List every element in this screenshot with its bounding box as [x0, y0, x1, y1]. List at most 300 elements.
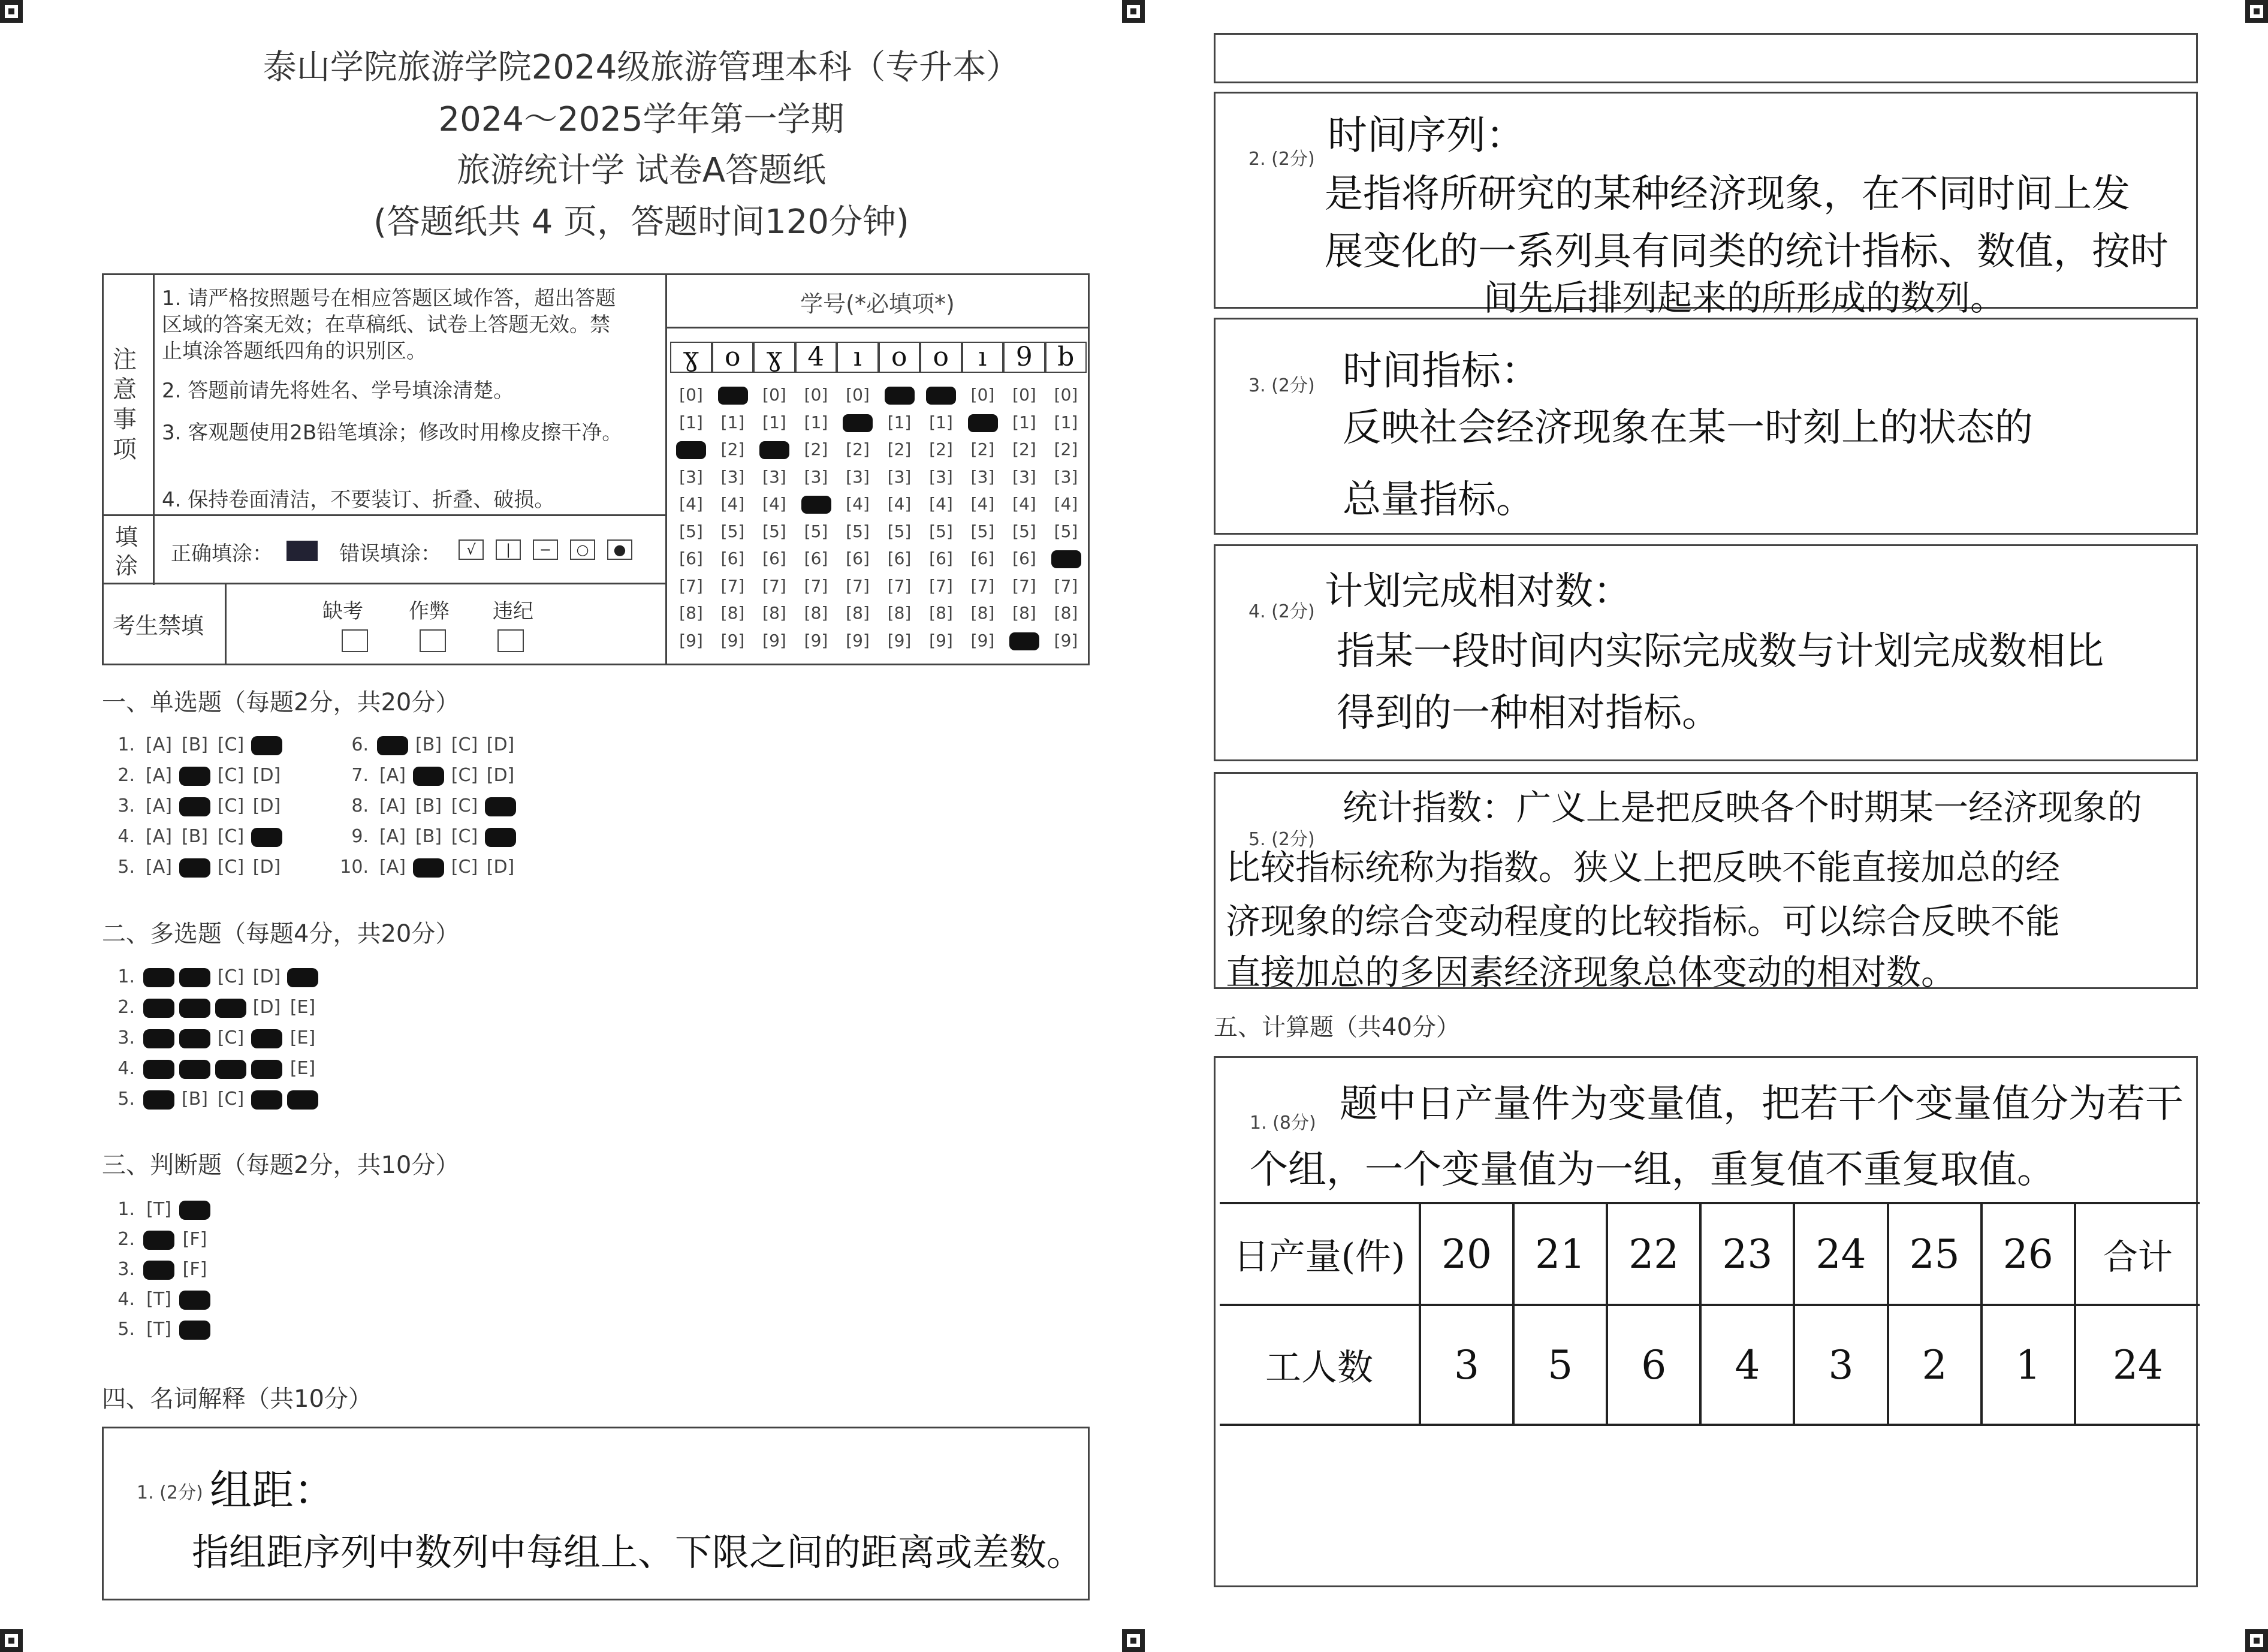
answer-bubble[interactable]: [A]: [379, 795, 406, 816]
answer-bubble[interactable]: [177, 765, 213, 786]
id-bubble[interactable]: [3]: [846, 466, 870, 487]
table-cell: 1: [1982, 1305, 2075, 1425]
answer-bubble[interactable]: [A]: [146, 765, 172, 786]
student-id-column: [1001, 381, 1048, 654]
student-id-digit-box: ɣ: [670, 342, 712, 373]
forbid-violation-box[interactable]: [497, 629, 524, 652]
id-bubble[interactable]: [8]: [846, 603, 870, 623]
answer-bubble[interactable]: [C]: [217, 795, 245, 816]
id-bubble[interactable]: [9]: [804, 630, 828, 650]
section-true-false: 三、判断题（每题2分，共10分）: [102, 1151, 460, 1179]
answer-bubble[interactable]: [F]: [182, 1229, 207, 1250]
term-q2-number: 2. (2分): [1248, 149, 1315, 170]
answer-bubble[interactable]: [482, 826, 518, 847]
answer-bubble[interactable]: [C]: [451, 826, 478, 847]
id-bubble[interactable]: [1]: [1012, 412, 1036, 432]
forbid-absent-box[interactable]: [342, 629, 368, 652]
id-bubble[interactable]: [3]: [804, 466, 828, 487]
id-bubble[interactable]: [0]: [679, 385, 703, 405]
single-choice-number: 6.: [351, 734, 369, 755]
filled-bubble: [143, 1261, 174, 1280]
id-bubble[interactable]: [1]: [762, 412, 786, 432]
id-bubble[interactable]: [4]: [679, 494, 703, 514]
answer-bubble[interactable]: [A]: [146, 795, 172, 816]
id-bubble[interactable]: [8]: [804, 603, 828, 623]
id-bubble[interactable]: [2]: [887, 439, 912, 459]
calc-q1-line-1: 题中日产量件为变量值，把若干个变量值分为若干: [1340, 1082, 2183, 1126]
id-bubble[interactable]: [9]: [1054, 630, 1078, 650]
id-bubble[interactable]: [7]: [887, 575, 912, 596]
filled-bubble: [1009, 632, 1039, 650]
filled-bubble: [143, 1231, 174, 1250]
answer-bubble[interactable]: [141, 1089, 177, 1110]
answer-bubble[interactable]: [213, 997, 249, 1018]
term-q5-line-2: 比较指标统称为指数。狭义上把反映不能直接加总的经: [1226, 847, 2061, 888]
table-cell: 2: [1888, 1305, 1982, 1425]
id-bubble[interactable]: [5]: [970, 521, 995, 541]
id-bubble[interactable]: [0]: [1012, 385, 1036, 405]
answer-bubble[interactable]: [B]: [415, 795, 442, 816]
answer-bubble[interactable]: [C]: [451, 734, 478, 755]
section-calculation: 五、计算题（共40分）: [1214, 1014, 1460, 1041]
fill-label: 填涂: [115, 524, 138, 579]
id-bubble[interactable]: [2]: [804, 439, 828, 459]
filled-bubble: [287, 968, 318, 987]
filled-bubble: [143, 968, 174, 987]
student-id-column: [668, 381, 714, 654]
term-q5-line-1: 统计指数：广义上是把反映各个时期某一经济现象的: [1343, 787, 2143, 828]
filled-bubble: [251, 1060, 282, 1079]
answer-bubble[interactable]: [141, 1259, 177, 1280]
table-cell: 合计: [2075, 1203, 2200, 1305]
section-multi-choice: 二、多选题（每题4分，共20分）: [102, 920, 460, 948]
filled-bubble: [143, 1090, 174, 1110]
id-bubble[interactable]: [7]: [1054, 575, 1078, 596]
id-bubble[interactable]: [3]: [762, 466, 786, 487]
student-id-column: [918, 381, 964, 654]
id-bubble[interactable]: [4]: [929, 494, 953, 514]
true-false-row: [102, 1199, 213, 1220]
answer-bubble[interactable]: [177, 1058, 213, 1079]
id-bubble[interactable]: [8]: [929, 603, 953, 623]
id-bubble[interactable]: [3]: [679, 466, 703, 487]
id-bubble[interactable]: [1001, 627, 1048, 655]
id-bubble[interactable]: [751, 436, 798, 463]
id-bubble[interactable]: [7]: [846, 575, 870, 596]
id-bubble[interactable]: [9]: [720, 630, 745, 650]
answer-bubble[interactable]: [A]: [379, 826, 406, 847]
id-bubble[interactable]: [7]: [970, 575, 995, 596]
multi-choice-row: [102, 1027, 321, 1048]
answer-bubble[interactable]: [177, 1289, 213, 1310]
single-choice-number: 1.: [117, 734, 135, 755]
id-bubble[interactable]: [6]: [887, 548, 912, 568]
answer-bubble[interactable]: [D]: [252, 857, 281, 878]
answer-bubble[interactable]: [141, 1229, 177, 1250]
id-bubble[interactable]: [668, 436, 714, 463]
filled-bubble: [718, 387, 748, 405]
answer-bubble[interactable]: [177, 997, 213, 1018]
row-label-output: 日产量(件): [1220, 1203, 1420, 1305]
filled-bubble: [926, 387, 956, 405]
id-bubble[interactable]: [2]: [970, 439, 995, 459]
id-bubble[interactable]: [3]: [1054, 466, 1078, 487]
answer-bubble[interactable]: [E]: [289, 1058, 316, 1079]
single-choice-number: 2.: [117, 765, 135, 786]
term-q2-line-3: 间先后排列起来的所形成的数列。: [1483, 278, 2005, 318]
wrong-fill-samples: √ | − ○ ●: [453, 539, 638, 560]
answer-bubble[interactable]: [D]: [252, 795, 281, 816]
term-q5-number: 5. (2分): [1248, 829, 1315, 850]
answer-bubble[interactable]: [C]: [451, 857, 478, 878]
answer-bubble[interactable]: [177, 1199, 213, 1220]
id-bubble[interactable]: [6]: [679, 548, 703, 568]
true-false-number: 1.: [117, 1199, 135, 1220]
answer-bubble[interactable]: [177, 966, 213, 987]
filled-bubble: [1051, 550, 1081, 568]
answer-bubble[interactable]: [C]: [217, 966, 245, 987]
answer-bubble[interactable]: [D]: [252, 966, 281, 987]
id-bubble[interactable]: [4]: [762, 494, 786, 514]
id-bubble[interactable]: [7]: [720, 575, 745, 596]
id-bubble[interactable]: [1]: [804, 412, 828, 432]
true-false-row: [102, 1289, 213, 1310]
answer-bubble[interactable]: [D]: [486, 857, 515, 878]
id-bubble[interactable]: [4]: [846, 494, 870, 514]
true-false-row: [102, 1229, 213, 1250]
multi-choice-number: 2.: [117, 997, 135, 1018]
id-bubble[interactable]: [4]: [1012, 494, 1036, 514]
student-id-digit-box: ı: [837, 342, 879, 373]
frequency-table: [1220, 1202, 2200, 1426]
id-bubble[interactable]: [8]: [720, 603, 745, 623]
term-q3-title: 时间指标：: [1343, 348, 1540, 394]
single-choice-number: 8.: [351, 795, 369, 816]
wrong-fill-label: 错误填涂：: [339, 542, 441, 566]
id-bubble[interactable]: [2]: [720, 439, 745, 459]
id-bubble[interactable]: [9]: [929, 630, 953, 650]
id-bubble[interactable]: [6]: [970, 548, 995, 568]
answer-bubble[interactable]: [C]: [217, 826, 245, 847]
term-q5-line-3: 济现象的综合变动程度的比较指标。可以综合反映不能: [1226, 901, 2061, 942]
filled-bubble: [676, 441, 706, 459]
forbid-label: 考生禁填: [113, 613, 204, 639]
notice-item-3: 3. 客观题使用2B铅笔填涂；修改时用橡皮擦干净。: [162, 421, 623, 445]
answer-bubble[interactable]: [482, 795, 518, 816]
id-bubble[interactable]: [8]: [762, 603, 786, 623]
answer-bubble[interactable]: [A]: [146, 826, 172, 847]
filled-bubble: [179, 858, 210, 878]
id-bubble[interactable]: [3]: [1012, 466, 1036, 487]
multi-choice-number: 5.: [117, 1089, 135, 1110]
exam-title-line1: 泰山学院旅游学院2024级旅游管理本科（专升本）: [263, 48, 1020, 87]
correct-fill-sample: [286, 541, 318, 561]
student-id-column: [1043, 381, 1090, 654]
filled-bubble: [377, 736, 408, 755]
answer-bubble[interactable]: [B]: [182, 826, 208, 847]
filled-bubble: [215, 999, 246, 1018]
term-q3-line-2: 总量指标。: [1343, 478, 1534, 522]
answer-bubble[interactable]: [249, 734, 285, 755]
id-bubble[interactable]: [3]: [887, 466, 912, 487]
id-bubble[interactable]: [2]: [1054, 439, 1078, 459]
table-cell: 4: [1700, 1305, 1794, 1425]
student-id-column: [793, 381, 840, 654]
single-choice-row: [336, 795, 518, 816]
id-bubble[interactable]: [0]: [970, 385, 995, 405]
id-bubble[interactable]: [4]: [970, 494, 995, 514]
id-bubble[interactable]: [1]: [929, 412, 953, 432]
id-bubble[interactable]: [5]: [846, 521, 870, 541]
answer-bubble[interactable]: [D]: [486, 734, 515, 755]
table-cell: 3: [1420, 1305, 1513, 1425]
id-bubble[interactable]: [7]: [929, 575, 953, 596]
answer-bubble[interactable]: [C]: [451, 795, 478, 816]
id-bubble[interactable]: [710, 381, 756, 409]
term-q2-line-1: 是指将所研究的某种经济现象，在不同时间上发: [1325, 172, 2130, 216]
filled-bubble: [251, 1090, 282, 1110]
id-bubble[interactable]: [960, 409, 1006, 436]
id-bubble[interactable]: [8]: [887, 603, 912, 623]
answer-bubble[interactable]: [177, 857, 213, 878]
filled-bubble: [179, 1321, 210, 1340]
single-choice-number: 5.: [117, 857, 135, 878]
answer-bubble[interactable]: [249, 826, 285, 847]
id-bubble[interactable]: [793, 490, 840, 518]
answer-bubble[interactable]: [141, 1058, 177, 1079]
id-bubble[interactable]: [0]: [1054, 385, 1078, 405]
answer-bubble[interactable]: [D]: [486, 765, 515, 786]
student-id-column: [834, 381, 881, 654]
id-bubble[interactable]: [6]: [846, 548, 870, 568]
id-bubble[interactable]: [9]: [762, 630, 786, 650]
student-id-column: [710, 381, 756, 654]
filled-bubble: [251, 736, 282, 755]
corner-marker: [0, 0, 23, 23]
id-bubble[interactable]: [8]: [970, 603, 995, 623]
id-bubble[interactable]: [5]: [679, 521, 703, 541]
id-bubble[interactable]: [0]: [804, 385, 828, 405]
id-bubble[interactable]: [5]: [804, 521, 828, 541]
id-bubble[interactable]: [8]: [679, 603, 703, 623]
answer-bubble[interactable]: [B]: [182, 734, 208, 755]
filled-bubble: [179, 968, 210, 987]
forbid-cheat: 作弊: [409, 599, 450, 623]
id-bubble[interactable]: [7]: [804, 575, 828, 596]
id-bubble[interactable]: [1]: [887, 412, 912, 432]
true-false-row: [102, 1259, 213, 1280]
single-choice-number: 4.: [117, 826, 135, 847]
single-choice-row: [336, 857, 518, 878]
filled-bubble: [143, 1029, 174, 1048]
answer-bubble[interactable]: [C]: [217, 734, 245, 755]
forbid-cheat-box[interactable]: [420, 629, 446, 652]
id-bubble[interactable]: [3]: [970, 466, 995, 487]
multi-choice-number: 1.: [117, 966, 135, 987]
id-bubble[interactable]: [6]: [762, 548, 786, 568]
id-bubble[interactable]: [8]: [1012, 603, 1036, 623]
id-bubble[interactable]: [1]: [720, 412, 745, 432]
answer-bubble[interactable]: [177, 1319, 213, 1340]
calc-q1-number: 1. (8分): [1250, 1113, 1316, 1134]
row-label-workers: 工人数: [1220, 1305, 1420, 1425]
answer-bubble[interactable]: [T]: [146, 1319, 171, 1340]
id-bubble[interactable]: [918, 381, 964, 409]
answer-bubble[interactable]: [C]: [217, 1027, 245, 1048]
filled-bubble: [179, 1201, 210, 1220]
exam-title-line4: (答题纸共 4 页，答题时间120分钟): [373, 203, 909, 242]
id-bubble[interactable]: [6]: [1012, 548, 1036, 568]
answer-bubble[interactable]: [C]: [217, 1089, 245, 1110]
id-bubble[interactable]: [2]: [929, 439, 953, 459]
id-bubble[interactable]: [2]: [846, 439, 870, 459]
id-bubble[interactable]: [5]: [887, 521, 912, 541]
answer-bubble[interactable]: [A]: [379, 857, 406, 878]
id-bubble[interactable]: [9]: [679, 630, 703, 650]
answer-bubble[interactable]: [D]: [252, 997, 281, 1018]
id-bubble[interactable]: [1]: [679, 412, 703, 432]
id-bubble[interactable]: [9]: [970, 630, 995, 650]
answer-bubble[interactable]: [177, 795, 213, 816]
table-cell: 3: [1794, 1305, 1887, 1425]
term-q2-line-2: 展变化的一系列具有同类的统计指标、数值，按时: [1325, 230, 2169, 274]
answer-bubble[interactable]: [249, 1027, 285, 1048]
table-cell: 25: [1888, 1203, 1982, 1305]
id-bubble[interactable]: [3]: [929, 466, 953, 487]
single-choice-row: [102, 857, 285, 878]
id-bubble[interactable]: [4]: [887, 494, 912, 514]
single-choice-row: [336, 734, 518, 755]
filled-bubble: [143, 999, 174, 1018]
multi-choice-row: [102, 1089, 321, 1110]
single-choice-row: [102, 795, 285, 816]
answer-bubble[interactable]: [C]: [217, 857, 245, 878]
term-q4-line-1: 指某一段时间内实际完成数与计划完成数相比: [1337, 629, 2104, 674]
true-false-number: 4.: [117, 1289, 135, 1310]
id-bubble[interactable]: [8]: [1054, 603, 1078, 623]
student-id-digit-box: ɣ: [753, 342, 795, 373]
multi-choice-row: [102, 966, 321, 987]
answer-bubble[interactable]: [B]: [415, 734, 442, 755]
id-bubble[interactable]: [1]: [1054, 412, 1078, 432]
answer-bubble[interactable]: [177, 1027, 213, 1048]
answer-bubble[interactable]: [249, 1089, 285, 1110]
corner-marker: [1122, 0, 1145, 23]
filled-bubble: [485, 797, 516, 816]
answer-bubble[interactable]: [E]: [289, 1027, 316, 1048]
section-single-choice: 一、单选题（每题2分，共20分）: [102, 689, 460, 716]
id-bubble[interactable]: [834, 409, 881, 436]
answer-bubble[interactable]: [T]: [146, 1199, 171, 1220]
corner-marker: [1122, 1629, 1145, 1652]
answer-bubble[interactable]: [E]: [289, 997, 316, 1018]
answer-bubble[interactable]: [A]: [146, 734, 172, 755]
student-id-column: [876, 381, 923, 654]
id-bubble[interactable]: [4]: [1054, 494, 1078, 514]
id-bubble[interactable]: [3]: [720, 466, 745, 487]
true-false-number: 2.: [117, 1229, 135, 1250]
corner-marker: [2245, 0, 2268, 23]
id-bubble[interactable]: [7]: [679, 575, 703, 596]
answer-bubble[interactable]: [C]: [217, 765, 245, 786]
id-bubble[interactable]: [5]: [762, 521, 786, 541]
answer-bubble[interactable]: [375, 734, 411, 755]
answer-bubble[interactable]: [D]: [252, 765, 281, 786]
term-q1-title: 组距：: [210, 1466, 336, 1515]
id-bubble[interactable]: [9]: [846, 630, 870, 650]
term-q1-answer: 指组距序列中数列中每组上、下限之间的距离或差数。: [192, 1530, 1084, 1574]
id-bubble[interactable]: [7]: [762, 575, 786, 596]
filled-bubble: [179, 1060, 210, 1079]
filled-bubble: [759, 441, 789, 459]
student-id-digit-box: ı: [962, 342, 1004, 373]
id-bubble[interactable]: [6]: [720, 548, 745, 568]
filled-bubble: [413, 767, 444, 786]
id-bubble[interactable]: [5]: [1012, 521, 1036, 541]
notice-item-1: 1. 请严格按照题号在相应答题区域作答，超出答题区域的答案无效；在草稿纸、试卷上答题无效。禁止填涂答题纸四角的识别区。: [162, 287, 616, 363]
student-id-title: 学号(*必填项*): [800, 291, 955, 317]
answer-bubble[interactable]: [411, 857, 447, 878]
answer-bubble[interactable]: [T]: [146, 1289, 171, 1310]
filled-bubble: [143, 1060, 174, 1079]
multi-choice-row: [102, 997, 321, 1018]
id-bubble[interactable]: [876, 381, 923, 409]
answer-bubble[interactable]: [411, 765, 447, 786]
filled-bubble: [179, 1029, 210, 1048]
id-bubble[interactable]: [6]: [929, 548, 953, 568]
answer-bubble[interactable]: [141, 1027, 177, 1048]
answer-bubble[interactable]: [F]: [182, 1259, 207, 1280]
id-bubble[interactable]: [0]: [762, 385, 786, 405]
id-bubble[interactable]: [2]: [1012, 439, 1036, 459]
answer-bubble[interactable]: [B]: [182, 1089, 208, 1110]
id-bubble[interactable]: [1043, 545, 1090, 572]
answer-bubble[interactable]: [C]: [451, 765, 478, 786]
id-bubble[interactable]: [9]: [887, 630, 912, 650]
id-bubble[interactable]: [5]: [720, 521, 745, 541]
id-bubble[interactable]: [0]: [846, 385, 870, 405]
corner-marker: [0, 1629, 23, 1652]
table-cell: 5: [1513, 1305, 1607, 1425]
answer-bubble[interactable]: [141, 966, 177, 987]
term-q1-number: 1. (2分): [137, 1482, 203, 1503]
answer-bubble[interactable]: [213, 1058, 249, 1079]
answer-bubble[interactable]: [285, 1089, 321, 1110]
id-bubble[interactable]: [5]: [929, 521, 953, 541]
id-bubble[interactable]: [5]: [1054, 521, 1078, 541]
student-id-column: [751, 381, 798, 654]
id-bubble[interactable]: [7]: [1012, 575, 1036, 596]
term-q3-line-1: 反映社会经济现象在某一时刻上的状态的: [1343, 406, 2033, 450]
section-term-explanation: 四、名词解释（共10分）: [102, 1385, 372, 1413]
multi-choice-number: 3.: [117, 1027, 135, 1048]
table-cell: 20: [1420, 1203, 1513, 1305]
answer-bubble[interactable]: [285, 966, 321, 987]
answer-bubble[interactable]: [A]: [379, 765, 406, 786]
table-row: [1220, 1203, 2200, 1305]
student-id-digit-box: o: [712, 342, 754, 373]
answer-bubble[interactable]: [249, 1058, 285, 1079]
answer-bubble[interactable]: [B]: [415, 826, 442, 847]
single-choice-row: [102, 765, 285, 786]
id-bubble[interactable]: [6]: [804, 548, 828, 568]
notice-item-2: 2. 答题前请先将姓名、学号填涂清楚。: [162, 379, 514, 403]
id-bubble[interactable]: [4]: [720, 494, 745, 514]
multi-choice-number: 4.: [117, 1058, 135, 1079]
answer-bubble[interactable]: [141, 997, 177, 1018]
answer-bubble[interactable]: [A]: [146, 857, 172, 878]
single-choice-row: [102, 734, 285, 755]
